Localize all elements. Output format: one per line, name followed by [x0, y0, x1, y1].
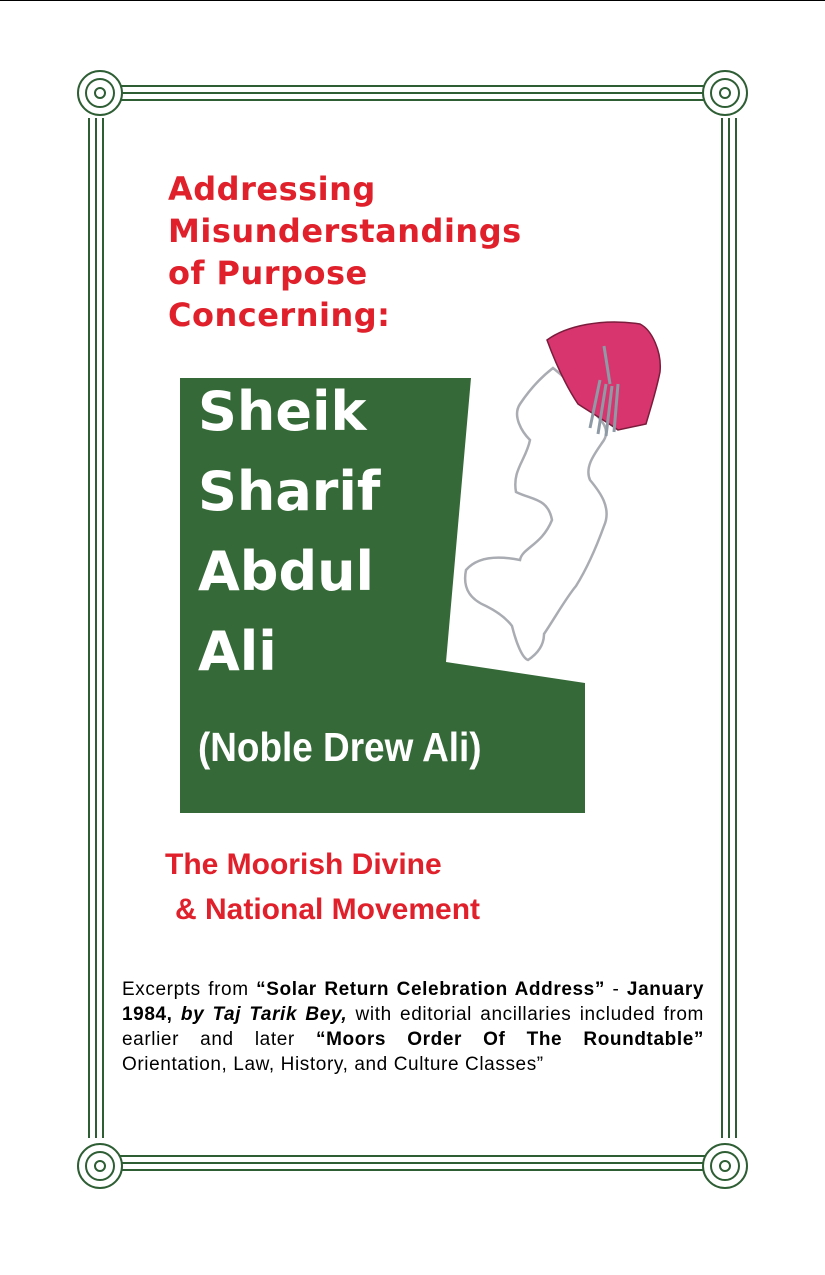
name-line: Sheik [198, 380, 367, 443]
excerpt-dash: - [604, 979, 627, 1000]
author-credit: by Taj Tarik Bey, [172, 1004, 348, 1025]
title-line: Misunderstandings [168, 212, 522, 250]
title-line: Addressing [168, 170, 376, 208]
name-line: Abdul [198, 540, 375, 603]
address-date: January 1984, [122, 979, 704, 1025]
excerpt-paragraph [122, 977, 704, 1077]
movement-line: The Moorish Divine [165, 848, 442, 881]
sheik-name [198, 372, 380, 692]
excerpt-prefix: Excerpts from [122, 979, 257, 1000]
movement-line: & National Movement [175, 893, 481, 926]
address-title: “Solar Return Celebration Address” [256, 979, 605, 1000]
map-with-fez-illustration [465, 322, 660, 660]
title-line: of Purpose [168, 254, 368, 292]
excerpt-suffix: Orientation, Law, History, and Culture Classes” [122, 1054, 544, 1075]
movement-heading [165, 842, 480, 932]
excerpt-middle: with editorial ancillaries included from earlier and later [122, 1004, 704, 1050]
name-line: Ali [198, 620, 277, 683]
order-name: “Moors Order Of The Roundtable” [315, 1029, 704, 1050]
alias-name: (Noble Drew Ali) [198, 724, 482, 770]
name-line: Sharif [198, 460, 381, 523]
title-line: Concerning: [168, 296, 391, 334]
